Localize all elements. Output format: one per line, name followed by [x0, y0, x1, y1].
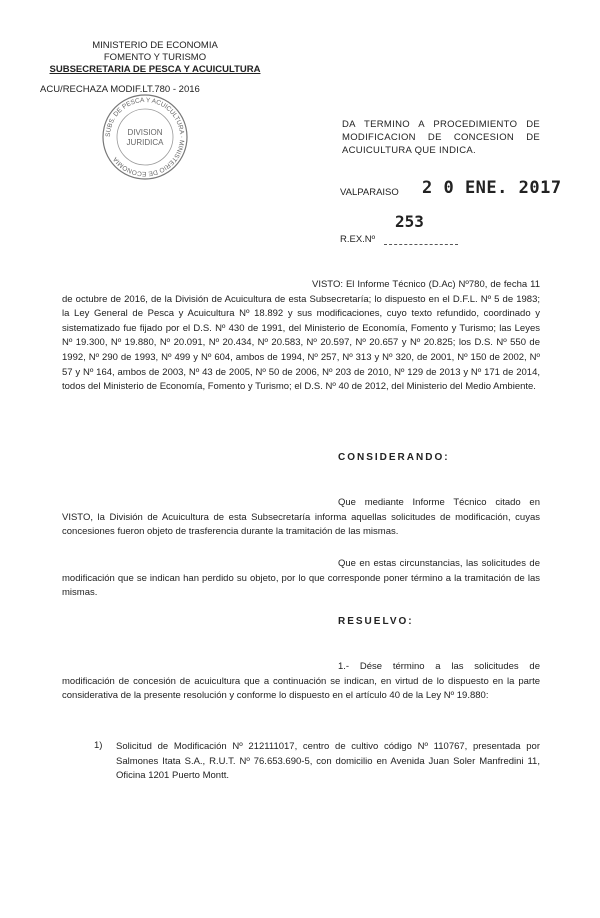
subsecretaria-name: SUBSECRETARIA DE PESCA Y ACUICULTURA — [49, 64, 261, 75]
ministry-subname: FOMENTO Y TURISMO — [103, 52, 207, 63]
document-reference: ACU/RECHAZA MODIF.LT.780 - 2016 — [40, 84, 200, 95]
considerando-paragraph-2: Que en estas circunstancias, las solicitudes de modificación que se indican han perdido su objeto, por lo que corresponde poner término a la tramitación de las mismas. — [62, 558, 540, 599]
stamp-ring-text: SUBS. DE PESCA Y ACUICULTURA · MINISTERIO DE ECONOMIA — [104, 96, 186, 178]
considerando-heading: CONSIDERANDO: — [338, 452, 450, 463]
considerando-paragraph-1: Que mediante Informe Técnico citado en VISTO, la División de Acuicultura de esta Subsecretaría informa aquellas solicitudes de modificación, cuyas concesiones fueron objeto de trasferencia durante la tramitación de las mismas. — [62, 497, 540, 538]
list-item-number: 1) — [94, 740, 103, 751]
place-label: VALPARAISO — [340, 187, 399, 198]
visto-paragraph: VISTO: El Informe Técnico (D.Ac) Nº780, de fecha 11 de octubre de 2016, de la División de Acuicultura de esta Subsecretaría; lo dispuesto en el D.F.L. Nº 5 de 1983; la Ley General de Pesca y Acuicultura Nº 18.892 y sus modificaciones, cuyo texto refundido, coordinado y sistematizado fue fijado por el D.S. Nº 430 de 1991, del Ministerio de Economía, Fomento y Turismo; las Leyes Nº 19.300, Nº 19.880, Nº 20.091, Nº 20.434, Nº 20.583, Nº 20.597, Nº 20.657 y Nº 20.825; los D.S. Nº 550 de 1992, Nº 290 de 1993, Nº 499 y Nº 604, ambos de 1994, Nº 257, Nº 313 y Nº 320, de 2001, Nº 150 de 2002, Nº 57 y Nº 164, ambos de 2003, Nº 43 de 2005, Nº 50 de 2006, Nº 203 de 2010, Nº 129 de 2013 y Nº 171 de 2014, todos del Ministerio de Economía, Fomento y Turismo; el D.S. Nº 40 de 2012, del Ministerio del Medio Ambiente. — [62, 279, 540, 393]
stamp-text-1: DIVISION — [127, 128, 163, 137]
document-date: 2 0 ENE. 2017 — [422, 178, 562, 198]
resolution-underline — [384, 244, 458, 245]
resuelvo-paragraph-1: 1.- Dése término a las solicitudes de modificación de concesión de acuicultura que a continuación se indican, en virtud de lo dispuesto en la parte considerativa de la presente resolución y conforme lo dispuesto en el artículo 40 de la Ley Nº 19.880: — [62, 661, 540, 702]
resuelvo-heading: RESUELVO: — [338, 616, 414, 627]
ministry-name: MINISTERIO DE ECONOMIA — [92, 40, 218, 51]
document-subject: DA TERMINO A PROCEDIMIENTO DE MODIFICACION DE CONCESION DE ACUICULTURA QUE INDICA. — [342, 119, 540, 156]
resolution-label: R.EX.Nº — [340, 234, 376, 245]
resolution-number: 253 — [395, 212, 424, 231]
stamp-text-2: JURIDICA — [126, 138, 164, 147]
list-item-text: Solicitud de Modificación Nº 212111017, centro de cultivo código Nº 110767, presentada por Salmones Itata S.A., R.U.T. Nº 76.653.690-5, con domicilio en Avenida Juan Soler Manfredini 11, Oficina 1201 Puerto Montt. — [116, 741, 540, 782]
division-juridica-stamp — [100, 92, 190, 182]
